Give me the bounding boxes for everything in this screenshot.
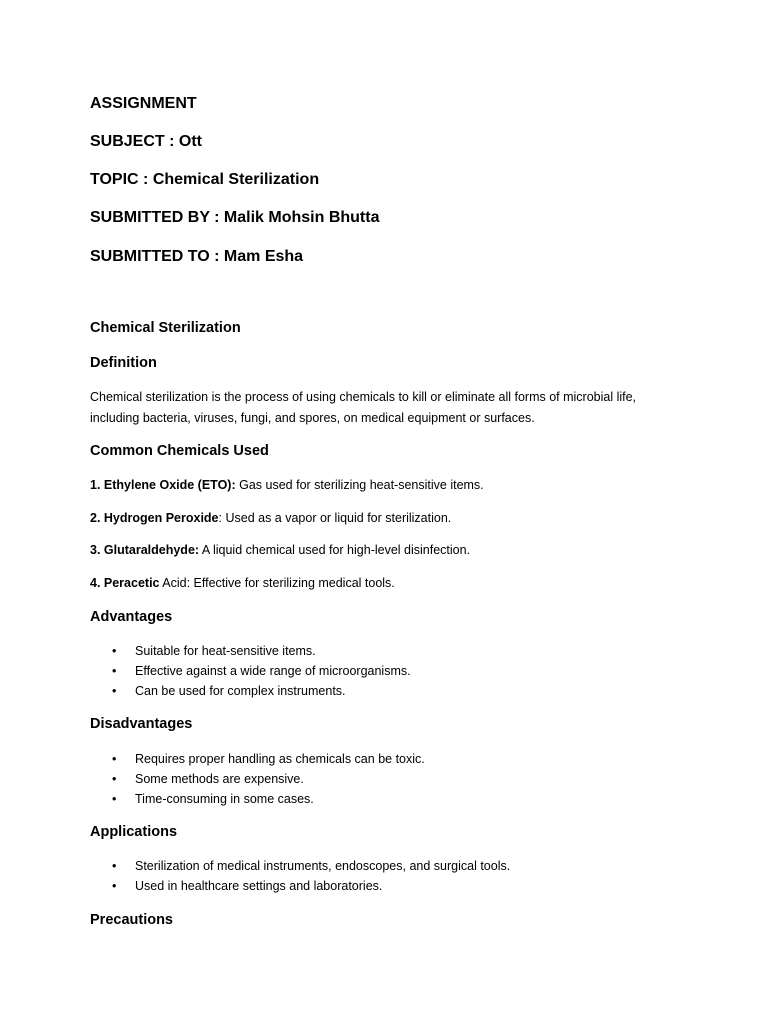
chemical-description: A liquid chemical used for high-level disinfection. [199, 543, 471, 557]
list-item-text: Used in healthcare settings and laboratories. [135, 879, 383, 893]
list-item-text: Time-consuming in some cases. [135, 792, 314, 806]
document-page [90, 0, 690, 1024]
definition-text: Chemical sterilization is the process of using chemicals to kill or eliminate all forms of microbial life, including bacteria, viruses, fungi, and spores, on medical equipment or surfaces. [90, 390, 637, 425]
list-item-text: Suitable for heat-sensitive items. [135, 644, 316, 658]
list-item [90, 856, 690, 876]
list-item [90, 661, 690, 681]
disadvantages-list [90, 749, 690, 809]
topic-line: TOPIC : Chemical Sterilization [90, 171, 320, 188]
list-item [90, 876, 690, 896]
advantages-heading: Advantages [90, 609, 173, 625]
chemical-name: 3. Glutaraldehyde: [90, 543, 200, 557]
chemical-name: 1. Ethylene Oxide (ETO): [90, 478, 236, 492]
list-item [90, 641, 690, 661]
list-item-text: Some methods are expensive. [135, 772, 304, 786]
chemical-name: 2. Hydrogen Peroxide [90, 511, 219, 525]
submitted-by-line: SUBMITTED BY : Malik Mohsin Bhutta [90, 209, 380, 226]
list-item-text: Can be used for complex instruments. [135, 684, 346, 698]
applications-list [90, 856, 690, 896]
list-item [90, 769, 690, 789]
bullet-icon: • [112, 752, 117, 766]
bullet-icon: • [112, 859, 117, 873]
chemical-item [90, 511, 451, 525]
chemical-item [90, 478, 484, 492]
list-item [90, 789, 690, 809]
applications-heading: Applications [90, 824, 178, 840]
list-item-text: Sterilization of medical instruments, endoscopes, and surgical tools. [135, 859, 511, 873]
advantages-list [90, 641, 690, 701]
list-item-text: Effective against a wide range of microorganisms. [135, 664, 411, 678]
disadvantages-heading: Disadvantages [90, 716, 193, 732]
subject-line: SUBJECT : Ott [90, 133, 202, 150]
chemicals-heading: Common Chemicals Used [90, 443, 269, 459]
chemical-item [90, 576, 395, 590]
list-item-text: Requires proper handling as chemicals can be toxic. [135, 752, 425, 766]
chemical-item [90, 543, 470, 557]
chemical-description: Gas used for sterilizing heat-sensitive items. [235, 478, 484, 492]
list-item [90, 681, 690, 701]
chemical-description: : Used as a vapor or liquid for sterilization. [218, 511, 452, 525]
assignment-heading: ASSIGNMENT [90, 95, 197, 112]
precautions-heading: Precautions [90, 912, 173, 928]
definition-heading: Definition [90, 355, 157, 371]
list-item [90, 749, 690, 769]
bullet-icon: • [112, 684, 117, 698]
bullet-icon: • [112, 879, 117, 893]
submitted-to-line: SUBMITTED TO : Mam Esha [90, 248, 304, 265]
bullet-icon: • [112, 664, 117, 678]
chemical-description: Acid: Effective for sterilizing medical tools. [159, 576, 395, 590]
document-title: Chemical Sterilization [90, 320, 241, 336]
chemical-name: 4. Peracetic [90, 576, 160, 590]
bullet-icon: • [112, 644, 117, 658]
bullet-icon: • [112, 772, 117, 786]
bullet-icon: • [112, 792, 117, 806]
